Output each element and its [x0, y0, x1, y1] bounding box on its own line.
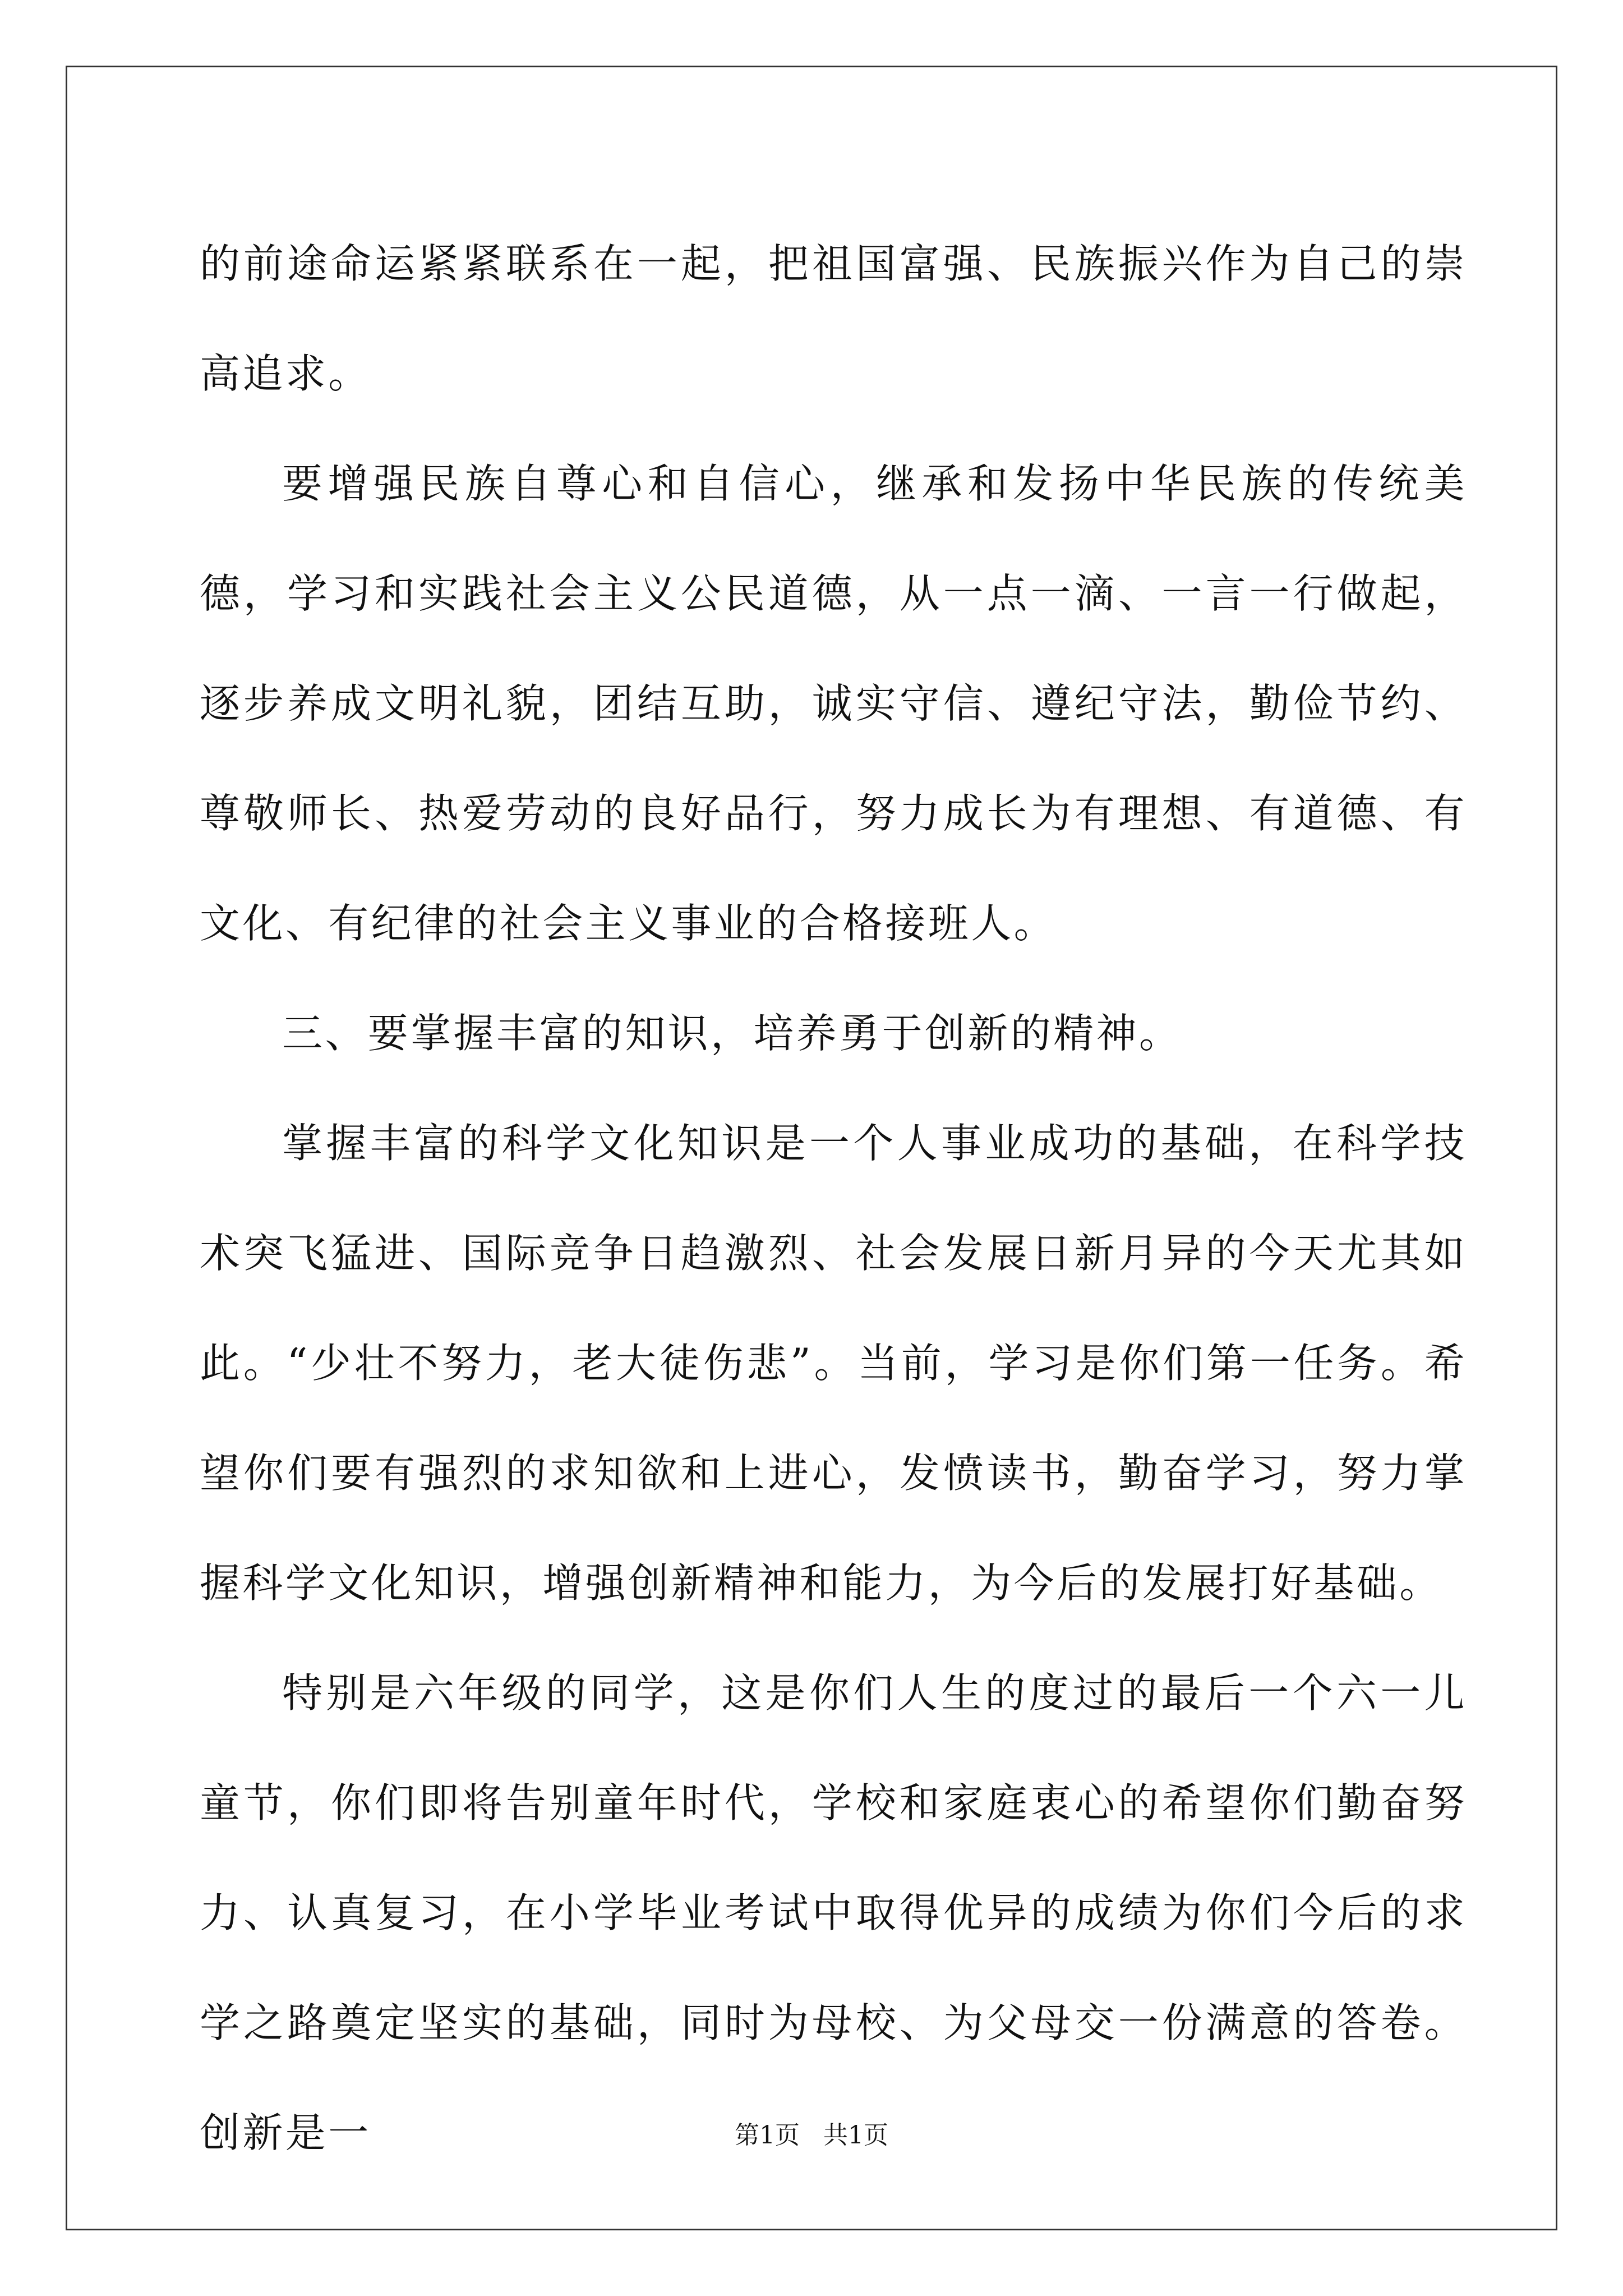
page-footer: 第1页 共1页	[735, 2121, 888, 2150]
paragraph-1: 的前途命运紧紧联系在一起，把祖国富强、民族振兴作为自己的崇高追求。	[200, 240, 1467, 397]
paragraph-3-heading: 三、要掌握丰富的知识，培养勇于创新的精神。	[282, 1010, 1182, 1057]
paragraph-5: 特别是六年级的同学，这是你们人生的度过的最后一个六一儿童节，你们即将告别童年时代，学校和家庭衷心的希望你们勤奋努力、认真复习，在小学毕业考试中取得优异的成绩为你们今后的求学之路奠定坚实的基础，同时为母校、为父母交一份满意的答卷。创新是一	[200, 1669, 1467, 2156]
paragraph-4: 掌握丰富的科学文化知识是一个人事业成功的基础，在科学技术突飞猛进、国际竞争日趋激烈、社会发展日新月异的今天尤其如此。“少壮不努力，老大徒伤悲”。当前，学习是你们第一任务。希望你们要有强烈的求知欲和上进心，发愤读书，勤奋学习，努力掌握科学文化知识，增强创新精神和能力，为今后的发展打好基础。	[200, 1120, 1467, 1607]
document-body	[200, 209, 1467, 2188]
paragraph-2: 要增强民族自尊心和自信心，继承和发扬中华民族的传统美德，学习和实践社会主义公民道德，从一点一滴、一言一行做起，逐步养成文明礼貌，团结互助，诚实守信、遵纪守法，勤俭节约、尊敬师长、热爱劳动的良好品行，努力成长为有理想、有道德、有文化、有纪律的社会主义事业的合格接班人。	[200, 460, 1467, 947]
